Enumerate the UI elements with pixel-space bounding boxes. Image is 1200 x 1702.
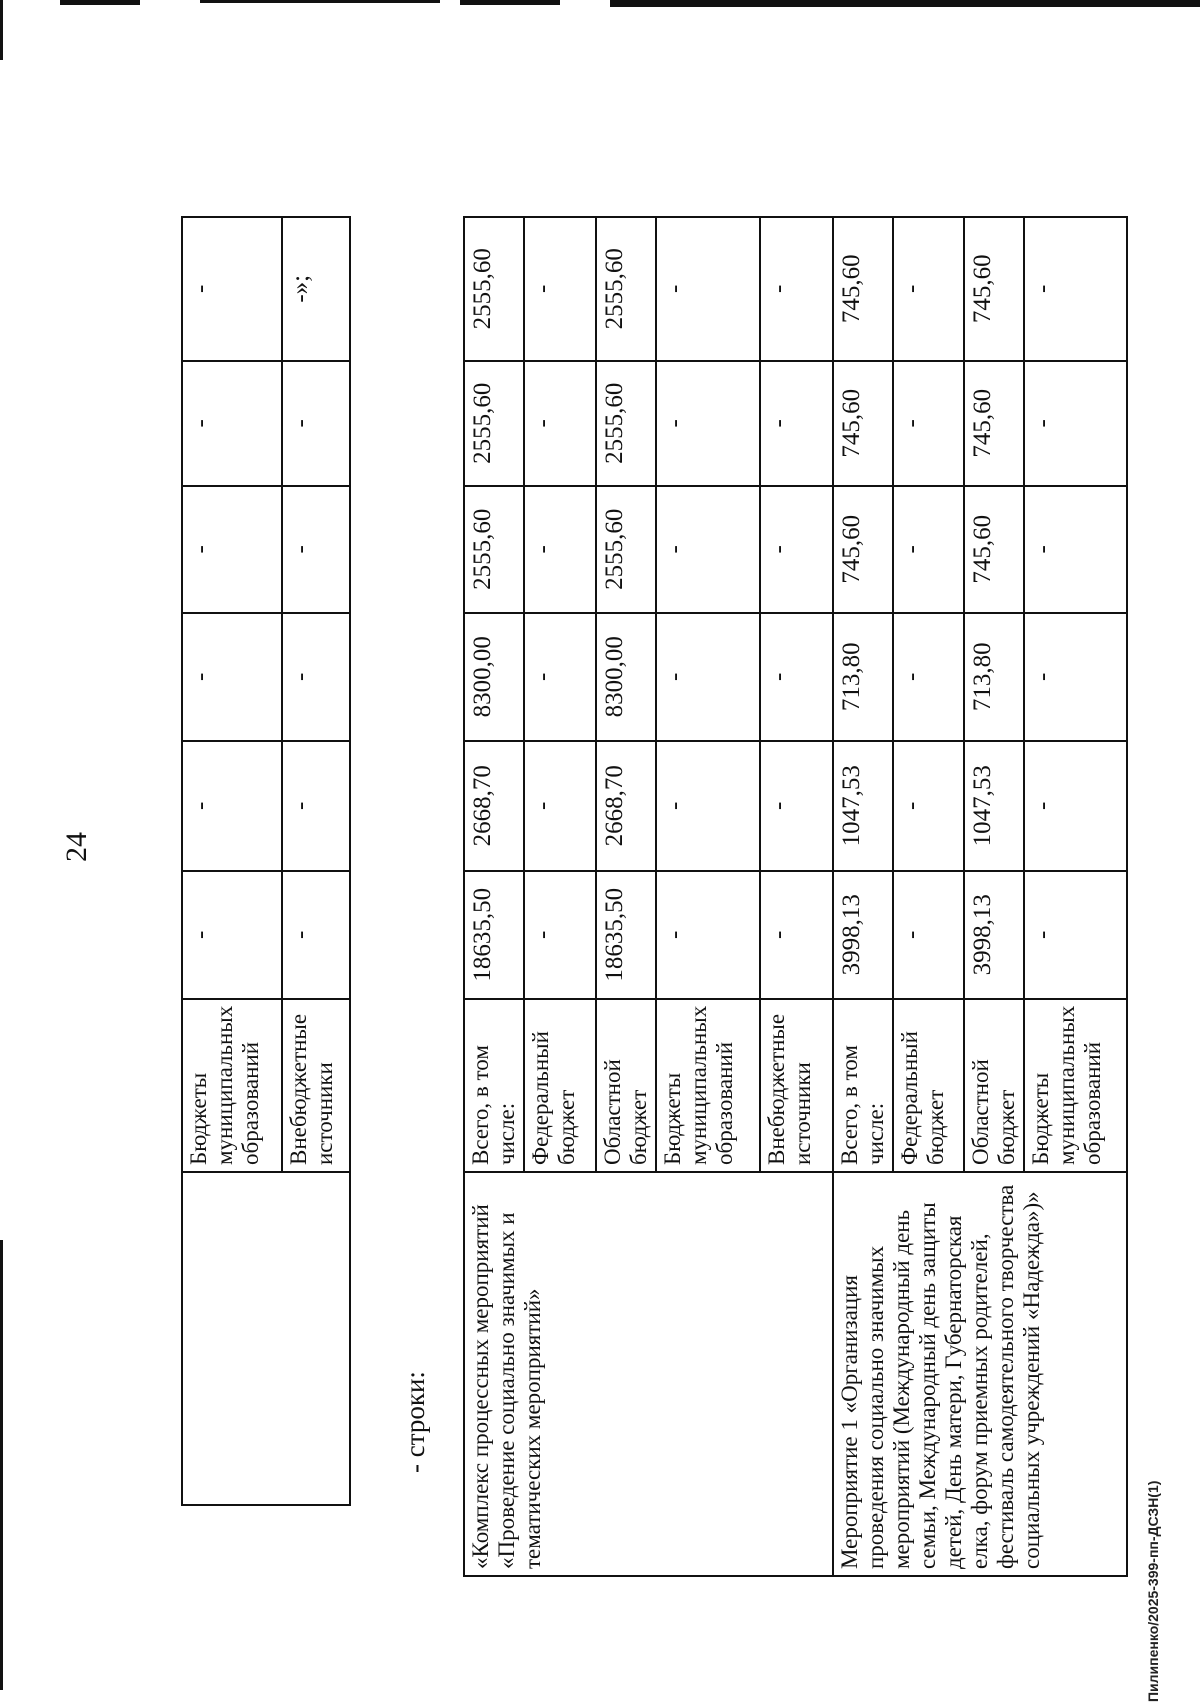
value-cell: - [524,613,596,741]
value-cell: 8300,00 [464,613,524,741]
value-cell: - [282,741,350,871]
value-cell: - [182,613,282,741]
value-cell: - [1024,217,1127,361]
value-cell: - [656,741,760,871]
value-cell: - [893,486,964,613]
value-cell: 2668,70 [596,741,656,871]
value-cell: - [656,361,760,486]
value-cell: 18635,50 [596,871,656,999]
value-cell: - [1024,361,1127,486]
source-cell: Федеральный бюджет [524,999,596,1172]
value-cell: 745,60 [964,217,1024,361]
value-cell: 745,60 [833,217,893,361]
value-cell: 2555,60 [464,217,524,361]
table-main [463,216,1128,1577]
value-cell: 3998,13 [964,871,1024,999]
value-cell: - [182,871,282,999]
value-cell: 713,80 [833,613,893,741]
source-cell: Бюджеты муниципальных образований [1024,999,1127,1172]
value-cell: - [524,871,596,999]
value-cell: 745,60 [964,361,1024,486]
value-cell: - [182,486,282,613]
value-cell: 3998,13 [833,871,893,999]
table-row [464,217,524,1576]
value-cell: 745,60 [833,361,893,486]
document-id: Пилипенко/2025-399-пп-ДСЗН(1) [1145,1480,1161,1702]
value-cell: - [656,871,760,999]
value-cell: - [1024,613,1127,741]
value-cell: 2668,70 [464,741,524,871]
value-cell: - [1024,871,1127,999]
value-cell: - [1024,741,1127,871]
source-cell: Бюджеты муниципальных образований [656,999,760,1172]
value-cell: - [524,741,596,871]
value-cell: - [760,217,833,361]
value-cell: 18635,50 [464,871,524,999]
value-cell: - [524,486,596,613]
source-cell: Федеральный бюджет [893,999,964,1172]
value-cell: - [282,613,350,741]
source-cell: Бюджеты муниципальных образований [182,999,282,1172]
value-cell: - [656,486,760,613]
value-cell: 8300,00 [596,613,656,741]
source-cell: Областной бюджет [596,999,656,1172]
value-cell: 1047,53 [964,741,1024,871]
activity-cell: «Комплекс процессных мероприятий «Проведение социально значимых и тематических мероприятий» [464,1172,833,1576]
value-cell: - [656,217,760,361]
value-cell: - [760,613,833,741]
source-cell: Всего, в том числе: [833,999,893,1172]
value-cell: - [182,217,282,361]
source-cell: Областной бюджет [964,999,1024,1172]
value-cell: 2555,60 [596,217,656,361]
value-cell: 2555,60 [596,486,656,613]
value-cell: 2555,60 [464,486,524,613]
value-cell: 2555,60 [464,361,524,486]
value-cell: 745,60 [833,486,893,613]
value-cell: - [524,361,596,486]
value-cell: - [893,361,964,486]
value-cell: - [524,217,596,361]
value-cell: - [893,217,964,361]
value-cell: - [282,871,350,999]
table-top [181,216,351,1506]
value-cell: - [760,871,833,999]
value-cell: - [1024,486,1127,613]
value-cell: - [893,871,964,999]
source-cell: Внебюджетные источники [282,999,350,1172]
value-cell: 713,80 [964,613,1024,741]
page-number: 24 [60,832,93,862]
value-cell: -»; [282,217,350,361]
table-row [182,217,282,1505]
source-cell: Всего, в том числе: [464,999,524,1172]
source-cell: Внебюджетные источники [760,999,833,1172]
value-cell: - [282,486,350,613]
value-cell: - [760,741,833,871]
value-cell: - [893,613,964,741]
section-label: - строки: [400,1371,430,1473]
table-row [833,217,893,1576]
value-cell: - [182,361,282,486]
merged-cell [182,1172,350,1505]
value-cell: 745,60 [964,486,1024,613]
value-cell: - [182,741,282,871]
value-cell: - [760,361,833,486]
value-cell: - [656,613,760,741]
value-cell: - [282,361,350,486]
value-cell: 1047,53 [833,741,893,871]
value-cell: - [893,741,964,871]
value-cell: - [760,486,833,613]
activity-cell: Мероприятие 1 «Организация проведения социально значимых мероприятий (Международный день семьи, Международный день защиты детей, День матери, Губернаторская елка, форум приемных родителей, фестиваль самодеятельного творчества социальных учреждений «Надежда»)» [833,1172,1127,1576]
value-cell: 2555,60 [596,361,656,486]
